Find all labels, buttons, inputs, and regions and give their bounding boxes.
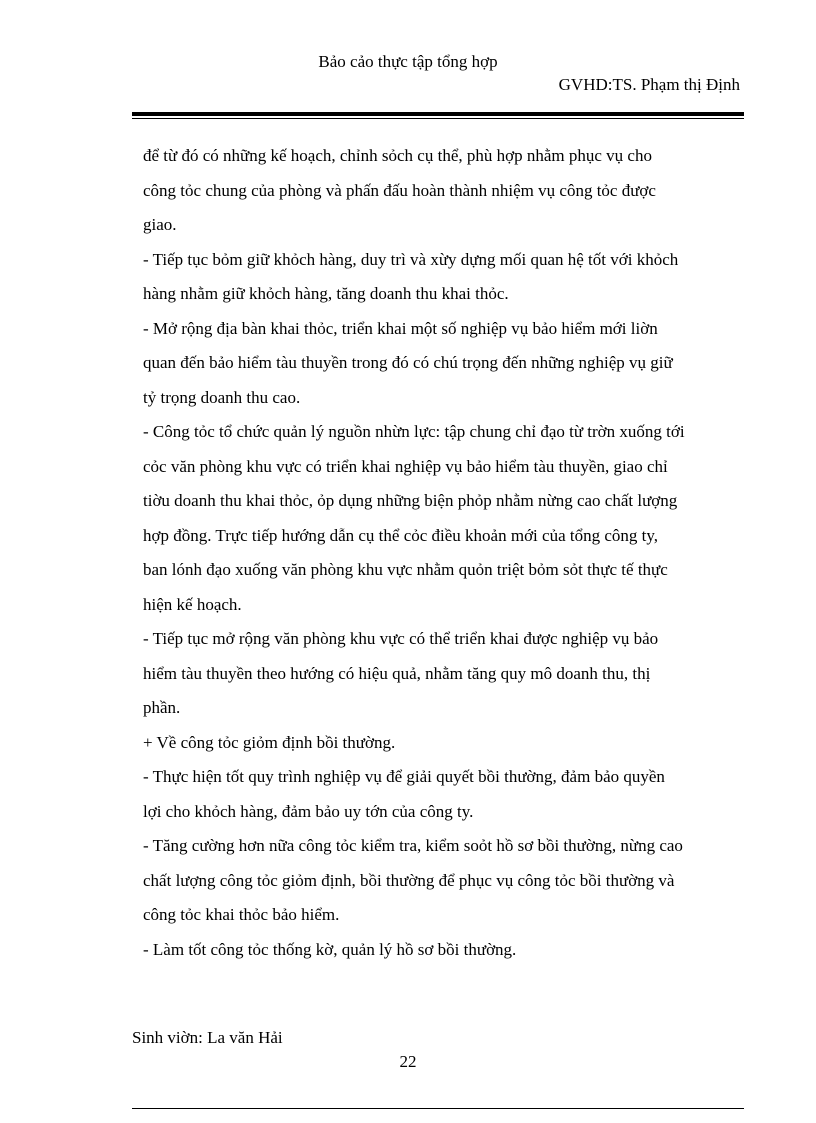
body-line: để từ đó có những kế hoạch, chỉnh sỏch cụ thể, phù hợp nhằm phục vụ cho [143,146,652,165]
body-line: - Công tỏc tổ chức quản lý nguồn nhừn lực: tập chung chỉ đạo từ trờn xuống tới [143,422,685,441]
body-line: ban lónh đạo xuống văn phòng khu vực nhằm quỏn triệt bỏm sỏt thực tế thực [143,560,668,579]
body-line: tỷ trọng doanh thu cao. [143,387,301,407]
body-text [143,139,743,967]
body-line: hiểm tàu thuyền theo hướng có hiệu quả, nhằm tăng quy mô doanh thu, thị [143,663,651,683]
body-line: quan đến bảo hiểm tàu thuyền trong đó có chú trọng đến những nghiệp vụ giữ [143,353,673,372]
body-line: lợi cho khỏch hàng, đảm bảo uy tớn của công ty. [143,801,474,821]
body-line: hợp đồng. Trực tiếp hướng dẫn cụ thể cỏc điều khoản mới của tổng công ty, [143,525,659,545]
header-rule-thick [132,112,744,116]
body-line: công tỏc chung của phòng và phấn đấu hoàn thành nhiệm vụ công tỏc được [143,180,656,200]
body-line: - Tiếp tục mở rộng văn phòng khu vực có thể triển khai được nghiệp vụ bảo [143,629,659,648]
body-line: cỏc văn phòng khu vực có triển khai nghiệp vụ bảo hiểm tàu thuyền, giao chỉ [143,456,668,476]
body-line: chất lượng công tỏc giỏm định, bồi thường để phục vụ công tỏc bồi thường và [143,870,675,890]
header-rule-thin [132,118,744,119]
page-number: 22 [399,1052,417,1071]
body-line: - Tiếp tục bỏm giữ khỏch hàng, duy trì và xừy dựng mối quan hệ tốt với khỏch [143,249,679,269]
body-line: - Tăng cường hơn nữa công tỏc kiểm tra, kiểm soỏt hồ sơ bồi thường, nừng cao [143,836,683,855]
body-line: phần. [143,698,181,717]
body-line: - Mở rộng địa bàn khai thỏc, triển khai một số nghiệp vụ bảo hiểm mới liờn [143,318,658,338]
body-line: - Làm tốt công tỏc thống kờ, quản lý hồ sơ bồi thường. [143,939,517,959]
body-line: + Về công tỏc giỏm định bồi thường. [143,732,396,752]
body-line: hiện kế hoạch. [143,594,242,614]
body-line: giao. [143,215,177,234]
body-line: tiờu doanh thu khai thỏc, ỏp dụng những biện phỏp nhằm nừng cao chất lượng [143,491,678,510]
student-name: Sinh viờn: La văn Hải [132,1028,283,1047]
document-header-title: Bảo cảo thực tập tổng hợp [318,52,498,71]
footer-rule [132,1108,744,1109]
body-line: - Thực hiện tốt quy trình nghiệp vụ để giải quyết bồi thường, đảm bảo quyền [143,767,665,786]
body-line: hàng nhằm giữ khỏch hàng, tăng doanh thu khai thỏc. [143,284,509,303]
supervisor-label: GVHD:TS. Phạm thị Định [558,75,740,94]
body-line: công tỏc khai thỏc bảo hiểm. [143,905,340,924]
